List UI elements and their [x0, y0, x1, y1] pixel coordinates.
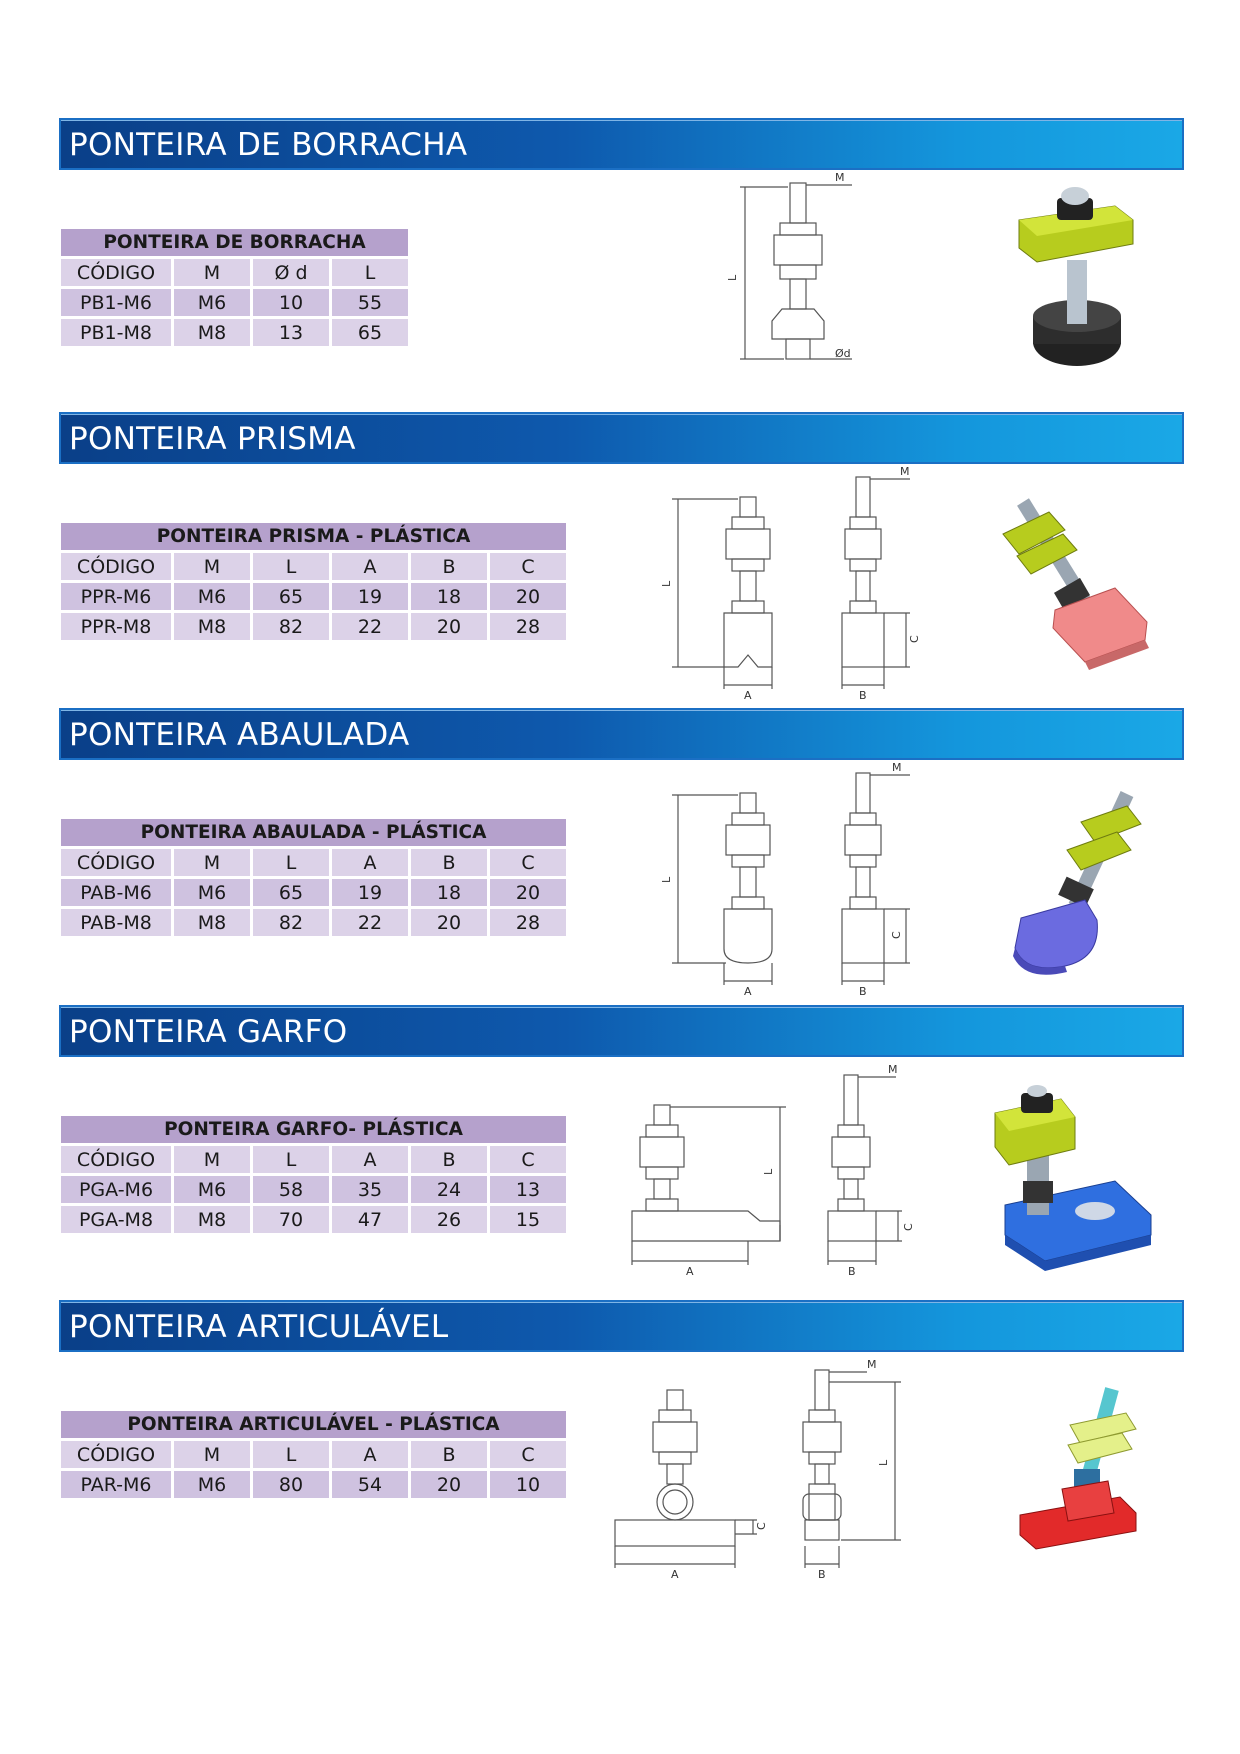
table-cell: M8 — [174, 613, 250, 640]
table-cell: M6 — [174, 583, 250, 610]
dimension-m-label: M — [835, 171, 845, 184]
table-cell: 55 — [332, 289, 408, 316]
table-row — [61, 1471, 566, 1498]
table-cell: 20 — [411, 1471, 487, 1498]
table-title: PONTEIRA ABAULADA - PLÁSTICA — [61, 819, 566, 846]
table-row — [61, 319, 408, 346]
column-header: L — [253, 553, 329, 580]
table-title: PONTEIRA PRISMA - PLÁSTICA — [61, 523, 566, 550]
section-banner — [59, 1005, 1184, 1057]
table-cell: PB1-M6 — [61, 289, 171, 316]
spec-table — [58, 520, 569, 643]
table-cell: 18 — [411, 879, 487, 906]
dimension-m-label: M — [888, 1063, 898, 1076]
column-header: L — [253, 1146, 329, 1173]
column-header: L — [332, 259, 408, 286]
product-image-borracha — [1005, 180, 1145, 380]
dimension-c-label: C — [890, 931, 903, 939]
table-cell: 58 — [253, 1176, 329, 1203]
column-header: B — [411, 1441, 487, 1468]
table-cell: 26 — [411, 1206, 487, 1233]
section-prisma — [0, 412, 1240, 712]
technical-drawing — [660, 763, 920, 1003]
section-articulavel — [0, 1300, 1240, 1620]
dimension-a-label: A — [671, 1568, 679, 1581]
dimension-a-label: A — [744, 689, 752, 702]
table-cell: 28 — [490, 909, 566, 936]
table-row — [61, 613, 566, 640]
technical-drawing — [720, 173, 870, 393]
table-cell: M8 — [174, 319, 250, 346]
table-cell: 22 — [332, 613, 408, 640]
table-cell: 19 — [332, 583, 408, 610]
section-title: PONTEIRA ARTICULÁVEL — [69, 1309, 449, 1345]
product-image-abaulada — [1005, 788, 1155, 988]
table-cell: PAR-M6 — [61, 1471, 171, 1498]
column-header: CÓDIGO — [61, 1146, 171, 1173]
column-header: A — [332, 1441, 408, 1468]
table-cell: PB1-M8 — [61, 319, 171, 346]
table-cell: PPR-M8 — [61, 613, 171, 640]
column-header: B — [411, 553, 487, 580]
table-cell: 13 — [253, 319, 329, 346]
table-cell: M6 — [174, 1176, 250, 1203]
table-cell: M8 — [174, 1206, 250, 1233]
table-row — [61, 289, 408, 316]
dimension-l-label: L — [726, 274, 739, 281]
table-row — [61, 583, 566, 610]
dimension-a-label: A — [744, 985, 752, 998]
dimension-l-label: L — [660, 876, 673, 883]
table-cell: 28 — [490, 613, 566, 640]
column-header: M — [174, 259, 250, 286]
table-cell: M6 — [174, 289, 250, 316]
table-cell: PAB-M8 — [61, 909, 171, 936]
product-image-prisma — [995, 492, 1155, 692]
column-header: C — [490, 1441, 566, 1468]
column-header: M — [174, 553, 250, 580]
section-borracha — [0, 118, 1240, 408]
table-cell: 80 — [253, 1471, 329, 1498]
table-cell: M6 — [174, 1471, 250, 1498]
table-cell: PGA-M8 — [61, 1206, 171, 1233]
column-header: C — [490, 849, 566, 876]
dimension-m-label: M — [867, 1358, 877, 1371]
table-cell: 10 — [490, 1471, 566, 1498]
dimension-m-label: M — [900, 465, 910, 478]
table-cell: 19 — [332, 879, 408, 906]
table-cell: 65 — [253, 879, 329, 906]
table-cell: 65 — [332, 319, 408, 346]
column-header: B — [411, 1146, 487, 1173]
table-cell: 65 — [253, 583, 329, 610]
table-title: PONTEIRA DE BORRACHA — [61, 229, 408, 256]
table-cell: PPR-M6 — [61, 583, 171, 610]
column-header: A — [332, 553, 408, 580]
table-title: PONTEIRA GARFO- PLÁSTICA — [61, 1116, 566, 1143]
table-cell: 20 — [411, 909, 487, 936]
table-cell: M6 — [174, 879, 250, 906]
table-cell: 35 — [332, 1176, 408, 1203]
column-header: L — [253, 849, 329, 876]
column-header: L — [253, 1441, 329, 1468]
table-title: PONTEIRA ARTICULÁVEL - PLÁSTICA — [61, 1411, 566, 1438]
table-cell: 10 — [253, 289, 329, 316]
column-header: CÓDIGO — [61, 1441, 171, 1468]
section-title: PONTEIRA GARFO — [69, 1014, 348, 1050]
dimension-m-label: M — [892, 761, 902, 774]
section-title: PONTEIRA PRISMA — [69, 421, 356, 457]
table-cell: 70 — [253, 1206, 329, 1233]
table-cell: 54 — [332, 1471, 408, 1498]
dimension-b-label: B — [818, 1568, 826, 1581]
table-cell: 20 — [490, 583, 566, 610]
technical-drawing — [620, 1065, 940, 1305]
column-header: M — [174, 849, 250, 876]
dimension-b-label: B — [848, 1265, 856, 1278]
column-header: CÓDIGO — [61, 259, 171, 286]
table-cell: 18 — [411, 583, 487, 610]
section-banner — [59, 412, 1184, 464]
table-row — [61, 1206, 566, 1233]
column-header: CÓDIGO — [61, 849, 171, 876]
table-cell: 13 — [490, 1176, 566, 1203]
table-cell: 24 — [411, 1176, 487, 1203]
section-abaulada — [0, 708, 1240, 1008]
table-cell: 20 — [490, 879, 566, 906]
table-cell: 22 — [332, 909, 408, 936]
table-row — [61, 879, 566, 906]
dimension-l-label: L — [877, 1459, 890, 1466]
table-row — [61, 1176, 566, 1203]
section-banner — [59, 118, 1184, 170]
dimension-c-label: C — [902, 1223, 915, 1231]
technical-drawing — [605, 1360, 935, 1610]
dimension-l-label: L — [762, 1168, 775, 1175]
column-header: A — [332, 1146, 408, 1173]
table-row — [61, 909, 566, 936]
column-header: C — [490, 1146, 566, 1173]
dimension-a-label: A — [686, 1265, 694, 1278]
dimension-l-label: L — [660, 580, 673, 587]
dimension-c-label: C — [908, 635, 921, 643]
technical-drawing — [660, 467, 940, 707]
column-header: M — [174, 1441, 250, 1468]
column-header: C — [490, 553, 566, 580]
section-garfo — [0, 1005, 1240, 1305]
table-cell: PAB-M6 — [61, 879, 171, 906]
section-banner — [59, 708, 1184, 760]
column-header: B — [411, 849, 487, 876]
spec-table — [58, 816, 569, 939]
dimension-d-label: Ød — [835, 347, 851, 360]
dimension-c-label: C — [755, 1522, 768, 1530]
spec-table — [58, 226, 411, 349]
table-cell: 20 — [411, 613, 487, 640]
table-cell: M8 — [174, 909, 250, 936]
table-cell: 15 — [490, 1206, 566, 1233]
product-image-articulavel — [1010, 1385, 1160, 1565]
section-title: PONTEIRA ABAULADA — [69, 717, 410, 753]
dimension-b-label: B — [859, 985, 867, 998]
product-image-garfo — [985, 1085, 1155, 1285]
dimension-b-label: B — [859, 689, 867, 702]
section-banner — [59, 1300, 1184, 1352]
spec-table — [58, 1408, 569, 1501]
column-header: Ø d — [253, 259, 329, 286]
table-cell: 82 — [253, 613, 329, 640]
spec-table — [58, 1113, 569, 1236]
table-cell: 47 — [332, 1206, 408, 1233]
column-header: A — [332, 849, 408, 876]
section-title: PONTEIRA DE BORRACHA — [69, 127, 468, 163]
table-cell: 82 — [253, 909, 329, 936]
column-header: CÓDIGO — [61, 553, 171, 580]
column-header: M — [174, 1146, 250, 1173]
table-cell: PGA-M6 — [61, 1176, 171, 1203]
